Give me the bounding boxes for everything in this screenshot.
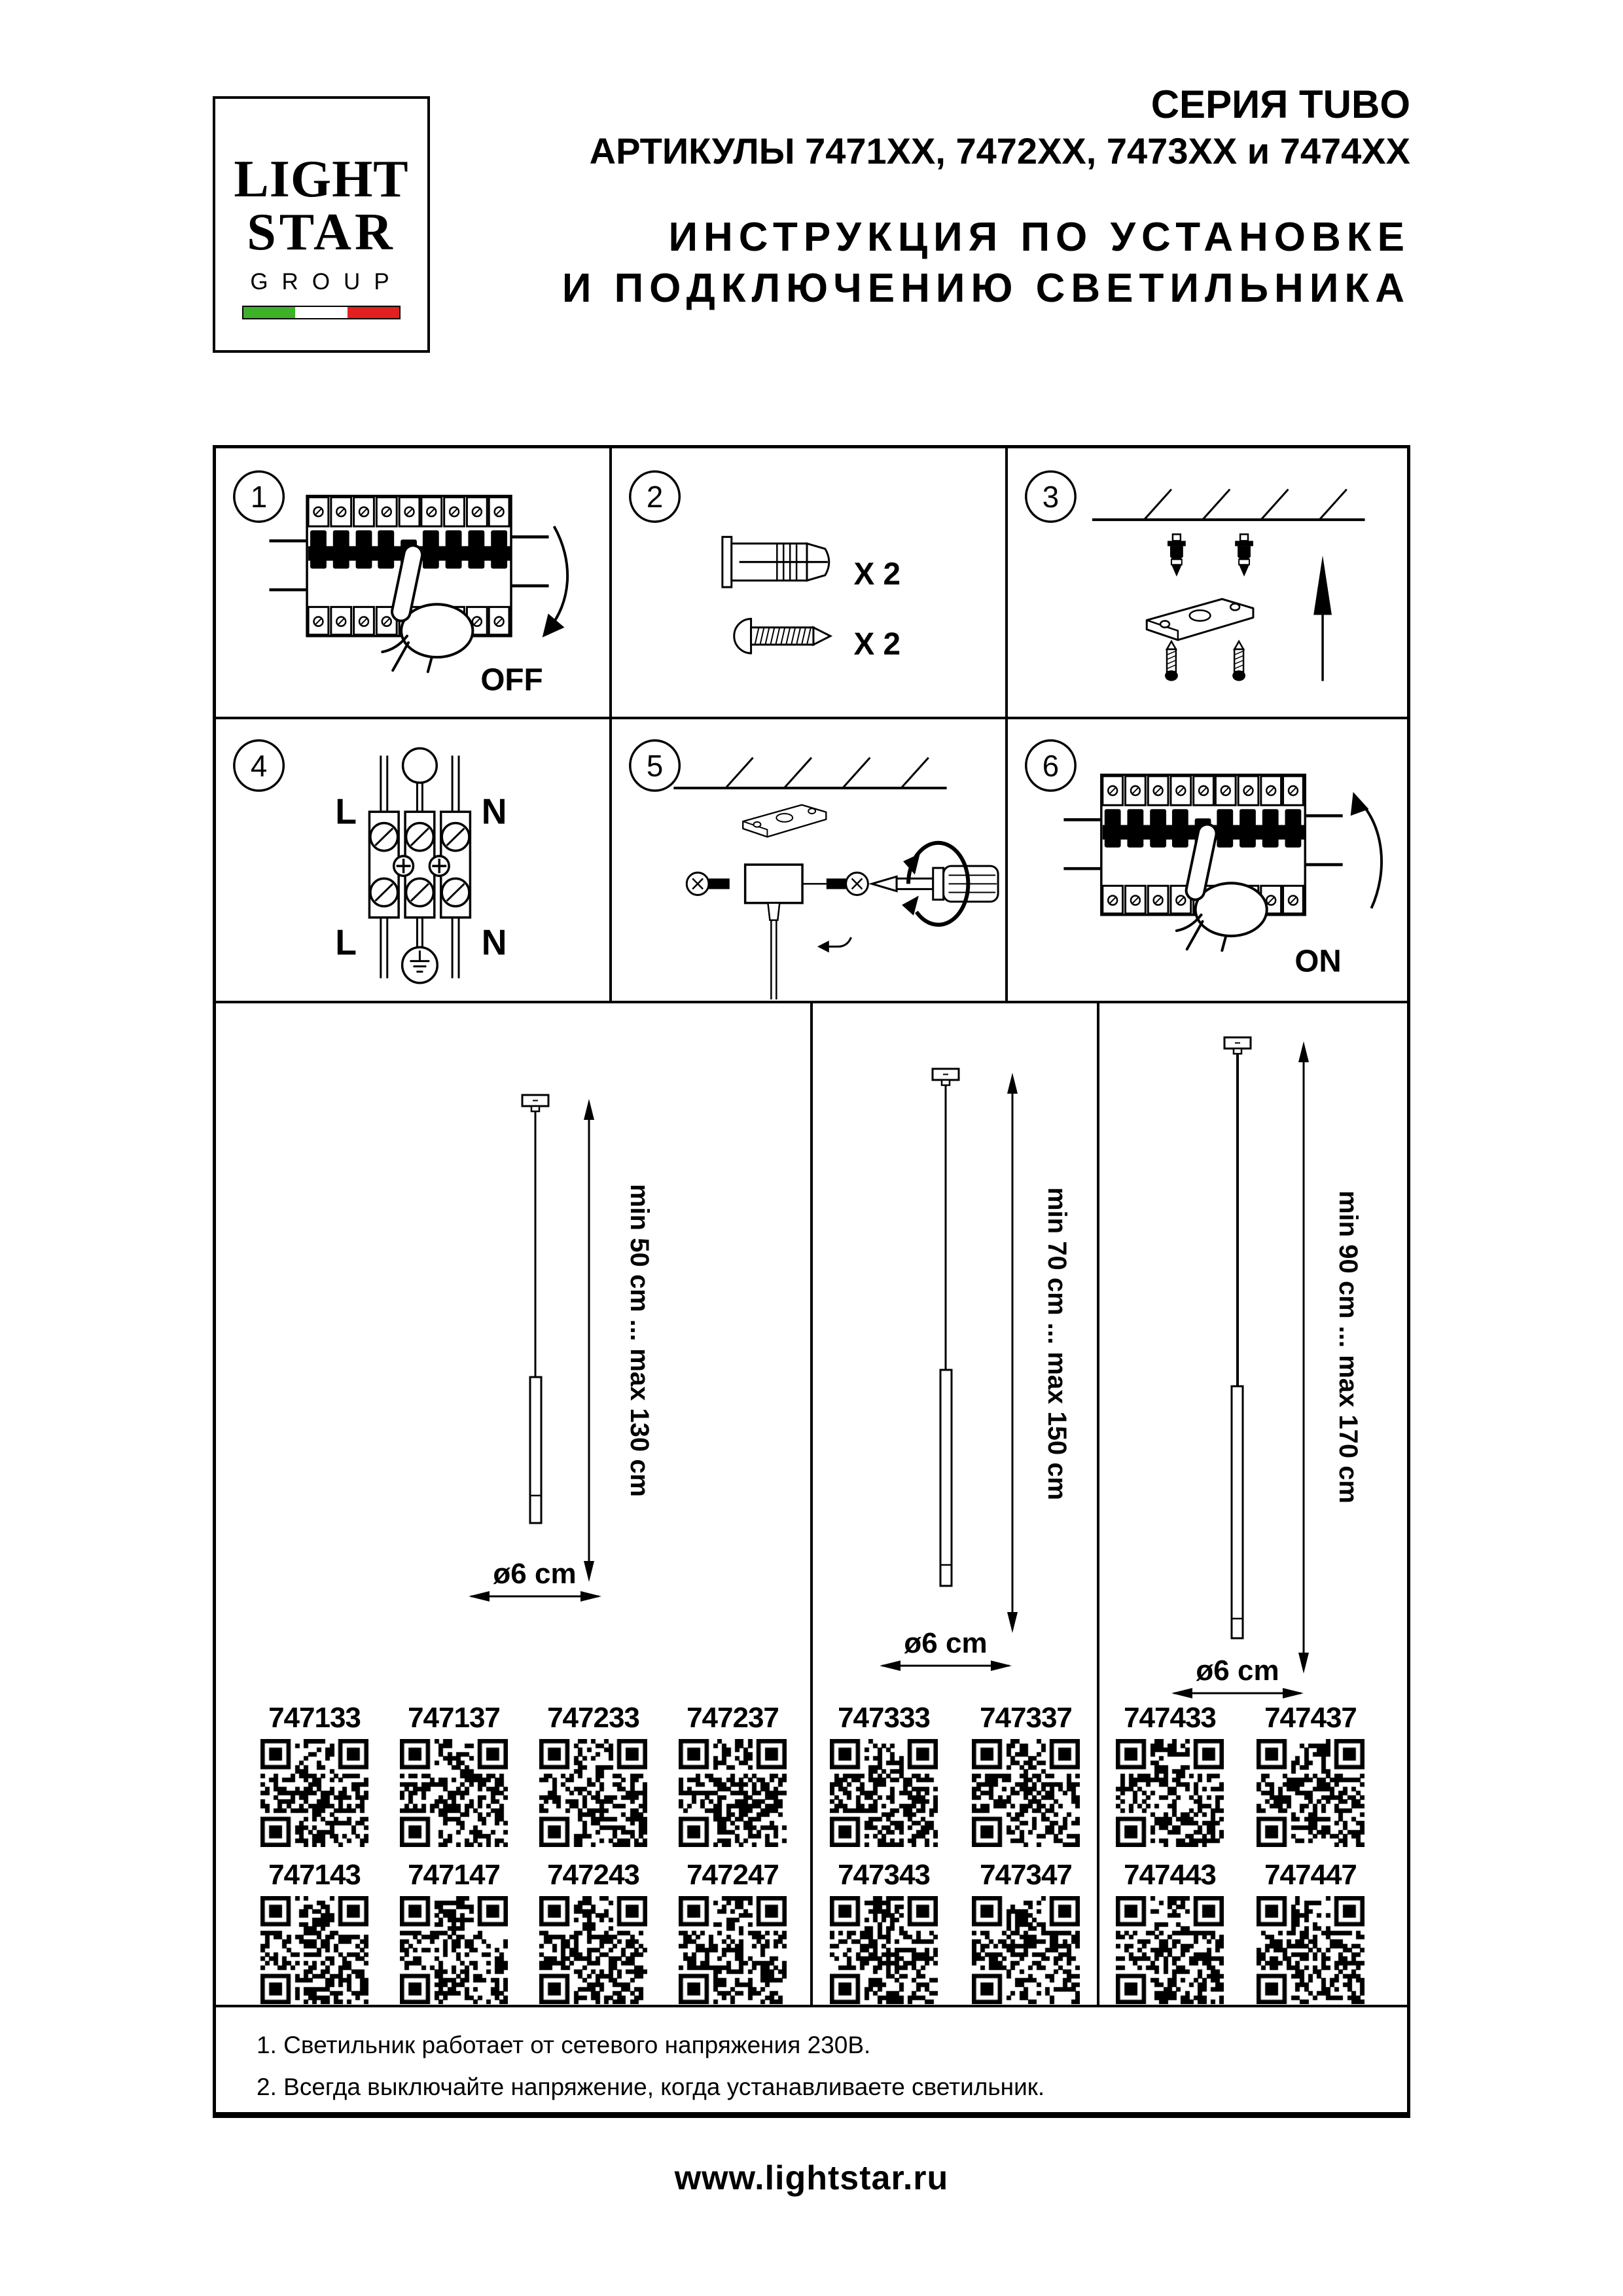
ceiling-icon: [673, 758, 946, 788]
screwdriver-icon: [872, 843, 998, 925]
logo-word-star: STAR: [247, 204, 396, 261]
off-label: OFF: [480, 662, 543, 698]
qr-row: [1099, 1701, 1407, 1847]
canopy-illustration: [745, 865, 802, 999]
qr-code: [972, 1896, 1080, 2004]
product-item: [826, 1701, 942, 1847]
pendant-lamp-diagram: [216, 1003, 810, 1700]
product-item: [396, 1858, 512, 2004]
height-range-label: min 50 cm ... max 130 cm: [625, 1183, 654, 1498]
article-number: 747343: [838, 1859, 930, 1891]
step-number: 6: [1042, 748, 1060, 783]
step-5-fix-canopy: [612, 719, 1008, 1001]
on-label: ON: [1294, 944, 1342, 979]
qr-row: [813, 1858, 1097, 2004]
diameter-label: ø6 cm: [493, 1558, 577, 1590]
product-item: [396, 1701, 512, 1847]
wire-label-l-bottom: L: [335, 922, 357, 963]
flag-green-segment: [243, 307, 295, 318]
screw-quantity: X 2: [853, 626, 901, 662]
article-number: 747147: [408, 1859, 500, 1891]
arrow-down-icon: [548, 526, 567, 631]
product-item: [257, 1858, 373, 2004]
qr-code: [830, 1739, 938, 1847]
safety-notes: [216, 2007, 1407, 2112]
wire-label-n-bottom: N: [481, 922, 507, 963]
article-number: 747133: [268, 1702, 361, 1734]
diameter-dimension: [880, 1627, 1012, 1671]
qr-code: [679, 1896, 787, 2004]
side-screw-left-icon: [687, 872, 730, 895]
lightstar-logo: [213, 96, 430, 353]
pendant-lamp-diagram: [813, 1003, 1097, 1700]
arrow-up-head: [1313, 556, 1332, 615]
product-item: [257, 1701, 373, 1847]
article-number: 747443: [1124, 1859, 1216, 1891]
product-item: [1253, 1701, 1369, 1847]
mounting-bracket-icon: [1147, 599, 1253, 640]
flag-white-segment: [295, 307, 347, 318]
diameter-label: ø6 cm: [1196, 1655, 1279, 1687]
product-item: [1112, 1701, 1228, 1847]
articles-line: АРТИКУЛЫ 7471XX, 7472XX, 7473XX и 7474XX: [589, 130, 1410, 171]
italy-flag: [242, 306, 401, 319]
height-dimension-arrow: [1298, 1041, 1363, 1674]
bent-arrow-icon: [817, 937, 851, 952]
diameter-dimension: [469, 1558, 601, 1602]
panel-7471xx-7472xx: [216, 1003, 813, 2005]
step-number: 4: [250, 748, 268, 783]
product-item: [1112, 1858, 1228, 2004]
pendant-lamp-diagram: [1099, 1003, 1407, 1700]
wire-label-l-top: L: [335, 792, 357, 832]
arrow-down-head: [543, 613, 565, 637]
circuit-breaker-illustration: [1063, 775, 1343, 950]
logo-word-group: GROUP: [250, 269, 403, 295]
earth-symbol-icon: [402, 947, 438, 983]
note-line: 2. Всегда выключайте напряжение, когда устанавливаете светильник.: [257, 2073, 1045, 2100]
article-number: 747233: [547, 1702, 639, 1734]
screw-icon: [1165, 641, 1178, 681]
height-dimension-arrow: [1007, 1073, 1071, 1633]
qr-code: [972, 1739, 1080, 1847]
article-number: 747243: [547, 1859, 639, 1891]
series-title: СЕРИЯ TUBO: [1150, 82, 1410, 126]
qr-code: [539, 1739, 647, 1847]
flag-red-segment: [348, 307, 399, 318]
product-item: [675, 1701, 791, 1847]
diameter-dimension: [1171, 1655, 1304, 1698]
qr-code: [1257, 1896, 1364, 2004]
qr-code: [679, 1739, 787, 1847]
step-number: 5: [646, 748, 664, 783]
junction-circle: [403, 748, 437, 782]
step-6-power-on: [1008, 719, 1407, 1001]
qr-row: [216, 1701, 810, 1847]
anchor-quantity: X 2: [853, 556, 901, 592]
screw-icon: [734, 619, 830, 654]
article-number: 747247: [687, 1859, 779, 1891]
step-number: 2: [646, 479, 664, 514]
product-item: [535, 1858, 652, 2004]
height-range-label: min 90 cm ... max 170 cm: [1334, 1190, 1363, 1504]
wall-anchor-icon: [1168, 534, 1186, 577]
screw-icon: [1232, 641, 1245, 681]
qr-row: [1099, 1858, 1407, 2004]
height-range-label: min 70 cm ... max 150 cm: [1043, 1187, 1071, 1501]
panel-7473xx: [813, 1003, 1099, 2005]
product-panels: [216, 1003, 1407, 2007]
step-3-mount-bracket: [1008, 448, 1407, 717]
product-item: [675, 1858, 791, 2004]
step-number: 1: [250, 479, 268, 514]
product-item: [968, 1858, 1084, 2004]
instruction-title-line2: И ПОДКЛЮЧЕНИЮ СВЕТИЛЬНИКА: [562, 266, 1410, 311]
product-item: [535, 1701, 652, 1847]
diameter-label: ø6 cm: [904, 1627, 988, 1659]
ceiling-icon: [1092, 490, 1365, 520]
wall-anchor-icon: [722, 537, 829, 587]
qr-code: [1257, 1739, 1364, 1847]
qr-code: [539, 1896, 647, 2004]
qr-code: [1116, 1896, 1224, 2004]
step-4-wiring: [216, 719, 612, 1001]
qr-code: [260, 1739, 368, 1847]
article-number: 747347: [980, 1859, 1072, 1891]
steps-row-1: [216, 448, 1407, 719]
article-number: 747143: [268, 1859, 361, 1891]
instruction-title-line1: ИНСТРУКЦИЯ ПО УСТАНОВКЕ: [668, 215, 1410, 260]
product-item: [1253, 1858, 1369, 2004]
step-number: 3: [1042, 479, 1060, 514]
qr-code: [400, 1739, 508, 1847]
article-number: 747447: [1264, 1859, 1357, 1891]
terminal-block-illustration: [369, 748, 470, 982]
article-number: 747337: [980, 1702, 1072, 1734]
article-number: 747437: [1264, 1702, 1357, 1734]
qr-code: [1116, 1739, 1224, 1847]
wall-anchor-icon: [1235, 534, 1253, 577]
qr-row: [216, 1858, 810, 2004]
qr-code: [400, 1896, 508, 2004]
mounting-bracket-icon: [743, 805, 826, 837]
note-line: 1. Светильник работает от сетевого напряжения 230В.: [257, 2032, 871, 2058]
steps-row-2: [216, 719, 1407, 1003]
qr-code: [260, 1896, 368, 2004]
logo-word-light: LIGHT: [234, 151, 409, 208]
wire-label-n-top: N: [481, 792, 507, 832]
arrow-up-head: [1351, 792, 1369, 816]
panel-7474xx: [1099, 1003, 1407, 2005]
instruction-table: [213, 445, 1410, 2118]
article-number: 747333: [838, 1702, 930, 1734]
step-1-power-off: [216, 448, 612, 717]
step-2-hardware: [612, 448, 1008, 717]
website-url: www.lightstar.ru: [674, 2159, 949, 2197]
circuit-breaker-illustration: [269, 496, 548, 672]
article-number: 747237: [687, 1702, 779, 1734]
arrow-up-icon: [1359, 800, 1382, 908]
article-number: 747433: [1124, 1702, 1216, 1734]
article-number: 747137: [408, 1702, 500, 1734]
product-item: [826, 1858, 942, 2004]
qr-code: [830, 1896, 938, 2004]
header-titles: [562, 82, 1410, 314]
height-dimension-arrow: [584, 1099, 654, 1582]
product-item: [968, 1701, 1084, 1847]
side-screw-right-icon: [827, 872, 868, 895]
qr-row: [813, 1701, 1097, 1847]
